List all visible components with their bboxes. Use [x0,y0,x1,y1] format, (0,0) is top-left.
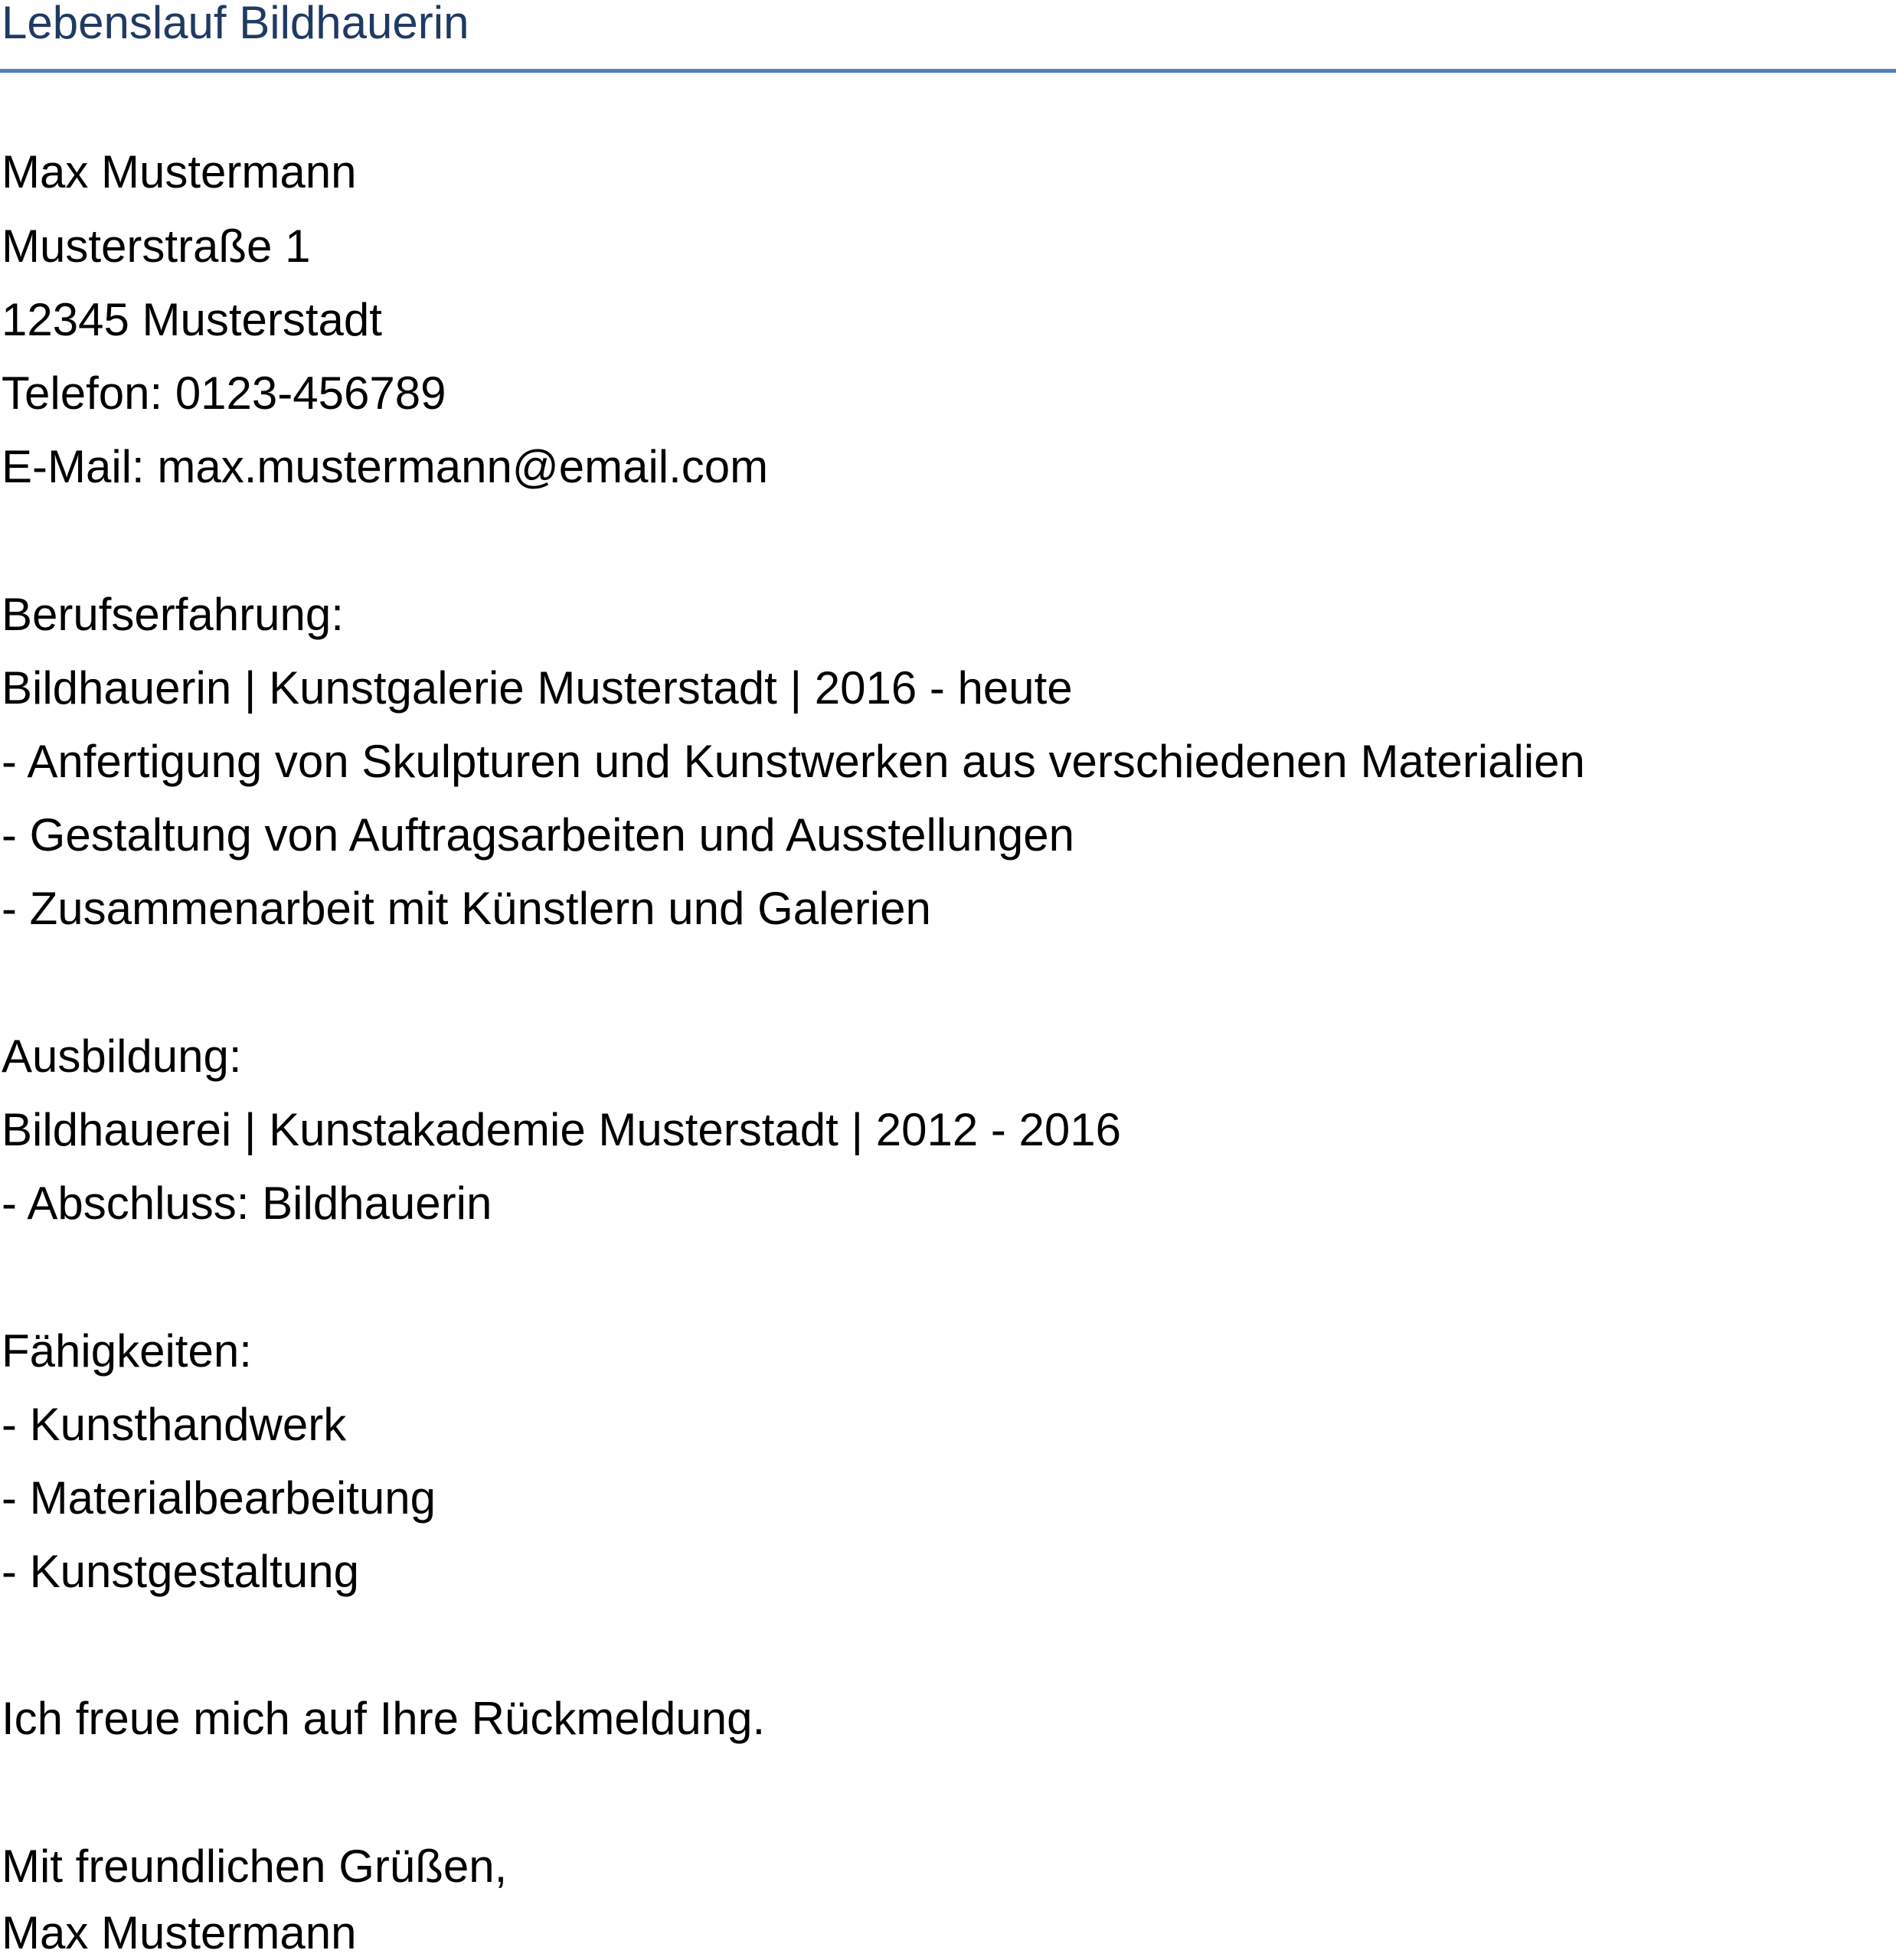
title-divider [0,69,1896,73]
experience-bullet: - Gestaltung von Auftragsarbeiten und Ausstellungen [2,809,1074,861]
education-heading: Ausbildung: [2,1031,242,1082]
skills-bullet: - Kunstgestaltung [2,1546,359,1597]
education-bullet: - Abschluss: Bildhauerin [2,1178,492,1229]
signature: Max Mustermann [2,1907,357,1958]
salutation: Mit freundlichen Grüßen, [2,1841,508,1892]
contact-street: Musterstraße 1 [2,220,311,272]
experience-heading: Berufserfahrung: [2,589,344,640]
experience-position: Bildhauerin | Kunstgalerie Musterstadt | 2016 - heute [2,662,1073,714]
contact-email: E-Mail: max.mustermann@email.com [2,441,769,492]
document-title: Lebenslauf Bildhauerin [2,0,469,48]
skills-bullet: - Materialbearbeitung [2,1472,436,1524]
skills-heading: Fähigkeiten: [2,1325,252,1377]
experience-bullet: - Zusammenarbeit mit Künstlern und Galerien [2,883,931,934]
skills-bullet: - Kunsthandwerk [2,1399,347,1450]
contact-name: Max Mustermann [2,146,357,198]
education-entry: Bildhauerei | Kunstakademie Musterstadt | 2012 - 2016 [2,1104,1122,1155]
contact-city: 12345 Musterstadt [2,294,382,345]
contact-phone: Telefon: 0123-456789 [2,368,446,419]
closing-text: Ich freue mich auf Ihre Rückmeldung. [2,1693,766,1744]
experience-bullet: - Anfertigung von Skulpturen und Kunstwerken aus verschiedenen Materialien [2,736,1585,787]
